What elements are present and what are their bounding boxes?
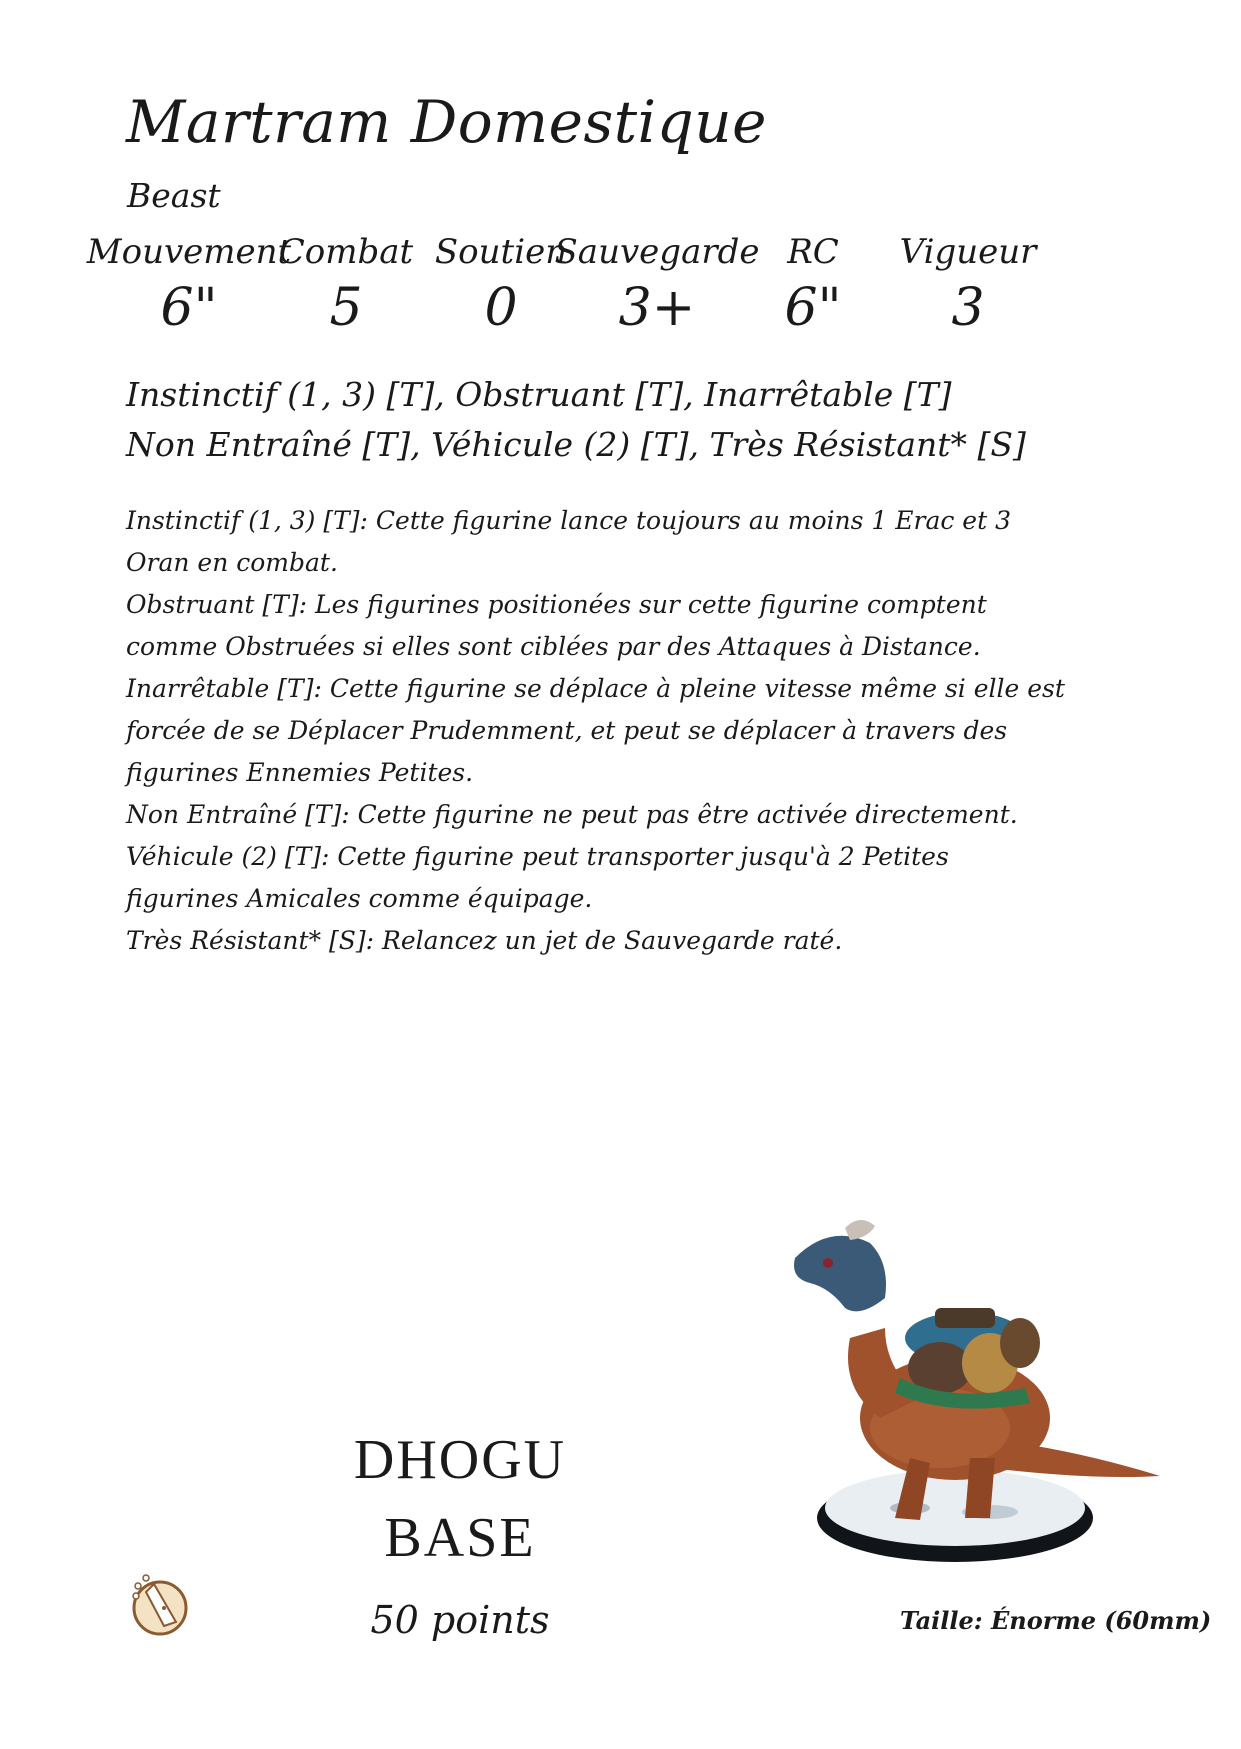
point-cost: 50 points <box>370 1598 550 1642</box>
stat-label: Vigueur <box>899 232 1037 272</box>
ability-text: Cette figurine lance toujours au moins 1 Erac et 3 Oran en combat. <box>126 506 1012 577</box>
ability-name: Obstruant [T]: <box>126 590 308 619</box>
stat-row <box>86 232 1180 362</box>
size-caption: Taille: Énorme (60mm) <box>900 1606 1212 1635</box>
ability-name: Véhicule (2) [T]: <box>126 842 330 871</box>
stat-vigueur <box>858 232 1078 338</box>
ability-text: Relancez un jet de Sauvegarde raté. <box>382 926 843 955</box>
stat-value: 0 <box>484 278 518 338</box>
stat-label: RC <box>787 232 839 272</box>
ability-list <box>126 500 1066 962</box>
stat-label: Sauvegarde <box>554 232 760 272</box>
ability-text: Cette figurine ne peut pas être activée directement. <box>357 800 1018 829</box>
miniature-leg <box>965 1458 995 1518</box>
stat-value: 6" <box>784 278 842 338</box>
unit-name: DHOGU <box>353 1429 567 1491</box>
keyword-line: Instinctif (1, 3) [T], Obstruant [T], Inarrêtable [T] <box>126 375 952 414</box>
miniature-eye <box>823 1258 833 1268</box>
card-type: Beast <box>127 176 221 215</box>
miniature-base-snow <box>825 1470 1085 1546</box>
stat-label: Combat <box>278 232 414 272</box>
stat-value: 3+ <box>618 278 696 338</box>
unit-variant: BASE <box>384 1507 536 1569</box>
ability-name: Très Résistant* [S]: <box>126 926 375 955</box>
stat-label: Soutien <box>434 232 568 272</box>
ability-name: Instinctif (1, 3) [T]: <box>126 506 368 535</box>
stat-value: 6" <box>160 278 218 338</box>
keyword-list <box>126 370 1026 470</box>
keyword-line: Non Entraîné [T], Véhicule (2) [T], Très Résistant* [S] <box>126 425 1026 464</box>
ability-name: Non Entraîné [T]: <box>126 800 350 829</box>
ability-text: Cette figurine peut transporter jusqu'à 2 Petites figurines Amicales comme équipage. <box>126 842 949 913</box>
ability-entry <box>126 668 1066 794</box>
dhogu-miniature-image <box>790 1218 1190 1578</box>
stat-value: 5 <box>329 278 363 338</box>
ability-text: Les figurines positionées sur cette figurine comptent comme Obstruées si elles sont ciblées par des Attaques à Distance. <box>126 590 987 661</box>
ability-entry <box>126 584 1066 668</box>
card-title: Martram Domestique <box>126 88 767 156</box>
ability-entry <box>126 836 1066 920</box>
stat-value: 3 <box>951 278 985 338</box>
ability-entry <box>126 794 1066 836</box>
ability-entry <box>126 920 1066 962</box>
ability-text: Cette figurine se déplace à pleine vitesse même si elle est forcée de se Déplacer Prudemment, et peut se déplacer à travers des figurines Ennemies Petites. <box>126 674 1065 787</box>
miniature-head <box>794 1236 886 1312</box>
ability-entry <box>126 500 1066 584</box>
faction-logo-icon <box>124 1570 196 1636</box>
stat-label: Mouvement <box>86 232 292 272</box>
ability-name: Inarrêtable [T]: <box>126 674 322 703</box>
